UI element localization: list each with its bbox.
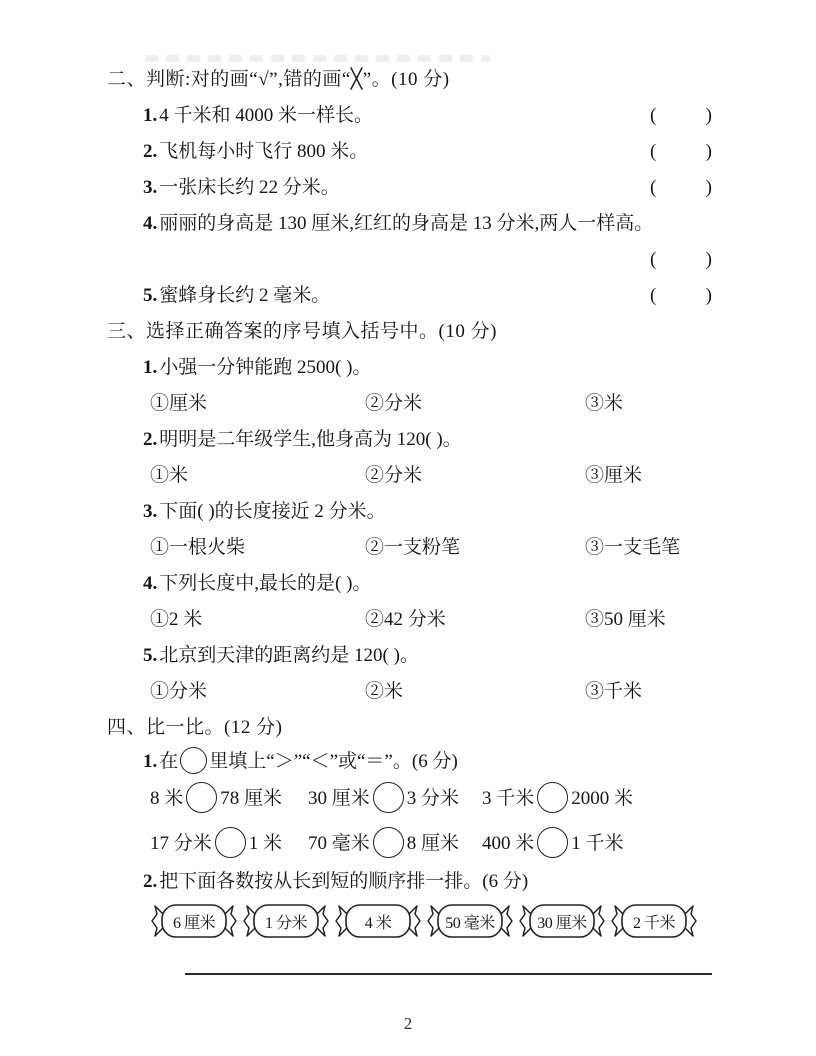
candy-item <box>610 900 698 942</box>
compare-left-value: 400 米 <box>482 833 535 854</box>
choice-section-heading: 三、选择正确答案的序号填入括号中。(10 分) <box>107 321 497 342</box>
choice-question-3-options <box>150 536 680 560</box>
paren-close: ) <box>705 285 712 306</box>
paren-open: ( <box>650 105 657 126</box>
judge-item-4-answer-bracket <box>650 248 712 272</box>
paren-open: ( <box>650 249 657 270</box>
candy-label: 50 毫米 <box>445 914 495 932</box>
choice-option: ①米 <box>150 465 189 486</box>
judge-item-5-number: 5. <box>143 285 158 306</box>
paren-close: ) <box>705 141 712 162</box>
choice-question-1-options <box>150 392 623 416</box>
compare-q2-text: 把下面各数按从长到短的顺序排一排。(6 分) <box>159 871 529 892</box>
compare-pair <box>308 827 482 861</box>
compare-q2-number: 2. <box>143 871 158 892</box>
compare-right-value: 2000 米 <box>571 788 634 809</box>
page-number: 2 <box>403 1014 413 1033</box>
compare-right-value: 78 厘米 <box>220 788 283 809</box>
compare-right-value: 1 米 <box>248 833 283 854</box>
compare-q1-number: 1. <box>143 751 158 772</box>
choice-question-1-number: 1. <box>143 357 158 378</box>
judge-item-4-number: 4. <box>143 213 158 234</box>
choice-question-4-options <box>150 608 666 632</box>
compare-right-value: 8 厘米 <box>406 833 460 854</box>
choice-option: ②米 <box>365 681 404 702</box>
choice-option: ①一根火柴 <box>150 537 246 558</box>
compare-q1-text-after: 里填上“＞”“＜”或“＝”。(6 分) <box>209 751 458 772</box>
candy-item <box>518 900 606 942</box>
compare-left-value: 17 分米 <box>150 833 212 854</box>
choice-question-5-stem <box>143 644 419 668</box>
candy-label: 1 分米 <box>264 914 307 932</box>
candy-item <box>334 900 422 942</box>
judge-item-3-text: 一张床长约 22 分米。 <box>159 177 340 198</box>
choice-question-2-number: 2. <box>143 429 158 450</box>
scan-artifact <box>145 55 490 62</box>
compare-pair <box>482 833 624 854</box>
candy-item <box>150 900 238 942</box>
judge-item-3-number: 3. <box>143 177 158 198</box>
choice-option: ③千米 <box>585 681 643 702</box>
blank-circle <box>537 827 568 858</box>
choice-question-2-options <box>150 464 642 488</box>
candy-item <box>242 900 330 942</box>
compare-q1-text-before: 在 <box>159 751 179 772</box>
choice-option: ③米 <box>585 393 624 414</box>
blank-circle <box>180 747 207 774</box>
choice-option: ②分米 <box>365 465 423 486</box>
choice-option: ②一支粉笔 <box>365 537 461 558</box>
compare-pair <box>150 782 308 816</box>
choice-option: ②分米 <box>365 393 423 414</box>
judge-item-3-answer-bracket <box>650 176 712 200</box>
paren-open: ( <box>650 141 657 162</box>
compare-pair <box>482 788 633 809</box>
candy-label: 2 千米 <box>632 914 675 932</box>
judge-item-2-text: 飞机每小时飞行 800 米。 <box>159 141 369 162</box>
judge-item-2 <box>143 140 368 164</box>
choice-question-3-number: 3. <box>143 501 158 522</box>
judge-item-5-answer-bracket <box>650 284 712 308</box>
compare-row-1 <box>150 782 633 816</box>
candy-row <box>150 900 698 942</box>
choice-question-5-number: 5. <box>143 645 158 666</box>
paren-open: ( <box>650 177 657 198</box>
paren-open: ( <box>650 285 657 306</box>
judge-item-5-text: 蜜蜂身长约 2 毫米。 <box>159 285 331 306</box>
blank-circle <box>215 827 246 858</box>
judge-item-4 <box>143 212 653 236</box>
judge-item-5 <box>143 284 330 308</box>
candy-item <box>426 900 514 942</box>
compare-section-heading: 四、比一比。(12 分) <box>107 717 283 738</box>
judge-item-1 <box>143 104 373 128</box>
compare-pair <box>308 782 482 816</box>
choice-question-5-text: 北京到天津的距离约是 120( )。 <box>159 645 419 666</box>
compare-left-value: 30 厘米 <box>308 788 370 809</box>
choice-option: ①厘米 <box>150 393 208 414</box>
choice-option: ③一支毛笔 <box>585 537 681 558</box>
candy-label: 4 米 <box>364 914 392 932</box>
choice-question-3-stem <box>143 500 386 524</box>
choice-question-1-stem <box>143 356 371 380</box>
candy-label: 6 厘米 <box>172 914 215 932</box>
judge-item-4-text: 丽丽的身高是 130 厘米,红红的身高是 13 分米,两人一样高。 <box>159 213 654 234</box>
judge-item-1-text: 4 千米和 4000 米一样长。 <box>159 105 374 126</box>
blank-circle <box>373 782 404 813</box>
choice-question-2-text: 明明是二年级学生,他身高为 120( )。 <box>159 429 462 450</box>
paren-close: ) <box>705 177 712 198</box>
candy-label: 30 厘米 <box>537 914 587 932</box>
choice-question-5-options <box>150 680 642 704</box>
choice-question-2-stem <box>143 428 462 452</box>
choice-question-1-text: 小强一分钟能跑 2500( )。 <box>159 357 372 378</box>
judge-item-1-answer-bracket <box>650 104 712 128</box>
compare-row-2 <box>150 827 624 861</box>
judge-item-2-answer-bracket <box>650 140 712 164</box>
paren-close: ) <box>705 249 712 270</box>
answer-line <box>185 973 712 975</box>
choice-question-4-text: 下列长度中,最长的是( )。 <box>159 573 372 594</box>
blank-circle <box>373 827 404 858</box>
choice-option: ①2 米 <box>150 609 203 630</box>
compare-right-value: 1 千米 <box>571 833 624 854</box>
compare-left-value: 70 毫米 <box>308 833 370 854</box>
compare-right-value: 3 分米 <box>406 788 460 809</box>
compare-left-value: 8 米 <box>150 788 184 809</box>
choice-option: ③厘米 <box>585 465 643 486</box>
judge-item-2-number: 2. <box>143 141 158 162</box>
compare-pair <box>150 827 308 861</box>
compare-q2-instruction <box>143 870 528 894</box>
choice-question-3-text: 下面( )的长度接近 2 分米。 <box>159 501 386 522</box>
choice-option: ②42 分米 <box>365 609 446 630</box>
compare-left-value: 3 千米 <box>482 788 535 809</box>
judge-item-1-number: 1. <box>143 105 158 126</box>
paren-close: ) <box>705 105 712 126</box>
judge-section-heading: 二、判断:对的画“√”,错的画“╳”。(10 分) <box>107 69 450 90</box>
choice-option: ③50 厘米 <box>585 609 666 630</box>
judge-item-3 <box>143 176 340 200</box>
compare-q1-instruction <box>143 747 458 777</box>
blank-circle <box>537 782 568 813</box>
choice-option: ①分米 <box>150 681 208 702</box>
blank-circle <box>186 782 217 813</box>
choice-question-4-stem <box>143 572 371 596</box>
choice-question-4-number: 4. <box>143 573 158 594</box>
